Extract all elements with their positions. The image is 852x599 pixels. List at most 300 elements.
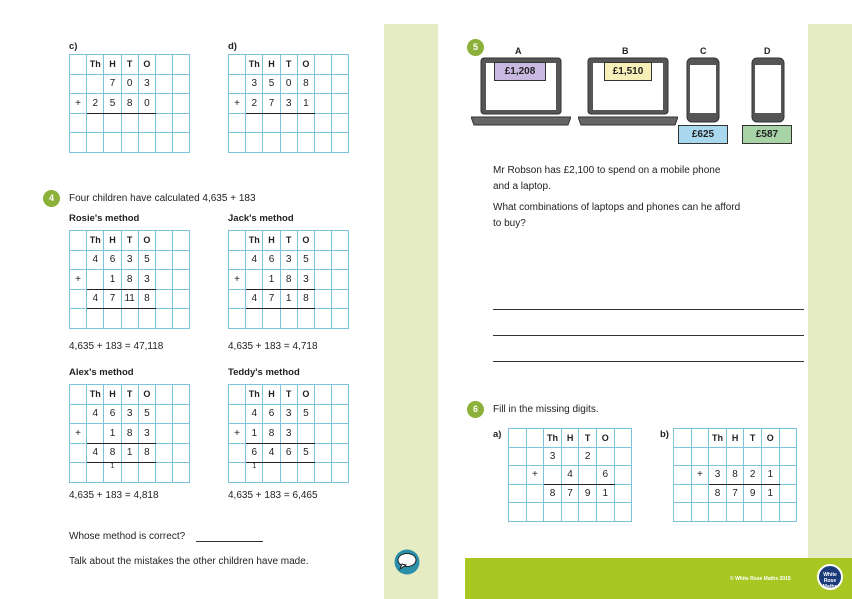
grid-cell: 4 (246, 250, 263, 270)
place-value-grid-rosie (69, 230, 190, 329)
grid-cell: 4 (87, 250, 104, 270)
grid-cell (229, 463, 246, 483)
alex-result: 4,635 + 183 = 4,818 (69, 490, 159, 501)
grid-row (70, 250, 190, 270)
grid-cell (173, 424, 190, 444)
grid-cell: 7 (263, 94, 280, 114)
grid-cell (263, 309, 280, 329)
phone-d-icon (751, 57, 785, 123)
grid-cell: 6 (104, 404, 121, 424)
grid-cell (121, 133, 138, 153)
grid-cell (229, 113, 246, 133)
grid-cell (314, 309, 331, 329)
grid-cell (779, 484, 797, 503)
grid-cell: 2 (87, 94, 104, 114)
grid-row (70, 231, 190, 251)
grid-cell (173, 94, 190, 114)
grid-row (70, 289, 190, 309)
grid-cell: 1 (246, 463, 263, 483)
grid-cell: 0 (280, 74, 297, 94)
question-4-text: Four children have calculated 4,635 + 183 (69, 193, 256, 204)
grid-cell (70, 385, 87, 405)
grid-cell: T (579, 429, 597, 448)
grid-cell: 5 (138, 250, 155, 270)
grid-cell (229, 74, 246, 94)
place-value-grid-teddy (228, 384, 349, 483)
grid-cell (173, 74, 190, 94)
grid-cell (87, 463, 104, 483)
grid-cell (691, 484, 709, 503)
grid-cell: 4 (561, 466, 579, 485)
left-margin-strip (384, 24, 438, 599)
grid-cell: Th (87, 231, 104, 251)
grid-cell (526, 447, 544, 466)
grid-cell[interactable] (744, 447, 762, 466)
grid-cell: 3 (280, 424, 297, 444)
grid-cell: 6 (280, 443, 297, 463)
grid-cell: 1 (280, 289, 297, 309)
grid-cell (173, 231, 190, 251)
grid-row (229, 74, 349, 94)
answer-line-3[interactable] (493, 361, 804, 362)
grid-cell[interactable] (726, 447, 744, 466)
grid-cell (579, 503, 597, 522)
whose-method-question: Whose method is correct? (69, 531, 186, 542)
grid-cell (87, 113, 104, 133)
grid-cell (155, 94, 172, 114)
grid-cell (155, 289, 172, 309)
grid-cell (229, 289, 246, 309)
grid-cell[interactable] (579, 466, 597, 485)
teddy-result: 4,635 + 183 = 6,465 (228, 490, 318, 501)
grid-cell (246, 113, 263, 133)
grid-row (70, 404, 190, 424)
grid-cell (280, 133, 297, 153)
grid-cell (297, 113, 314, 133)
grid-row (70, 463, 190, 483)
grid-cell (87, 133, 104, 153)
grid-cell (674, 466, 692, 485)
grid-cell (526, 503, 544, 522)
grid-cell (173, 289, 190, 309)
grid-cell: 5 (263, 74, 280, 94)
grid-cell (155, 250, 172, 270)
grid-cell (674, 503, 692, 522)
grid-cell: 8 (726, 466, 744, 485)
jack-result: 4,635 + 183 = 4,718 (228, 341, 318, 352)
grid-cell: 6 (263, 404, 280, 424)
grid-cell: T (280, 231, 297, 251)
grid-cell[interactable] (561, 447, 579, 466)
grid-cell: O (761, 429, 779, 448)
grid-cell: T (121, 231, 138, 251)
grid-cell (314, 424, 331, 444)
teddy-method-label: Teddy's method (228, 367, 300, 378)
grid-cell (121, 309, 138, 329)
grid-cell (297, 463, 314, 483)
grid-cell: 1 (104, 463, 121, 483)
grid-cell: 0 (138, 94, 155, 114)
question-number-6: 6 (467, 401, 484, 418)
grid-cell (70, 289, 87, 309)
grid-cell (138, 463, 155, 483)
grid-cell: + (70, 270, 87, 290)
answer-line-1[interactable] (493, 309, 804, 310)
grid-cell: 3 (121, 404, 138, 424)
grid-cell (509, 447, 527, 466)
speech-bubble-icon (394, 549, 420, 575)
grid-cell: 1 (596, 484, 614, 503)
missing-digits-grid-b (673, 428, 797, 522)
answer-line-2[interactable] (493, 335, 804, 336)
device-d-price: £587 (742, 125, 792, 144)
grid-cell (155, 443, 172, 463)
grid-cell: 8 (263, 424, 280, 444)
grid-cell (155, 113, 172, 133)
grid-cell: 6 (104, 250, 121, 270)
grid-cell: 5 (297, 250, 314, 270)
device-b-letter: B (622, 46, 629, 56)
alex-method-label: Alex's method (69, 367, 134, 378)
grid-cell (314, 404, 331, 424)
grid-cell (761, 503, 779, 522)
grid-row (229, 250, 349, 270)
grid-cell (263, 113, 280, 133)
grid-cell (280, 113, 297, 133)
device-a-letter: A (515, 46, 522, 56)
grid-cell (332, 55, 349, 75)
grid-cell: O (138, 385, 155, 405)
grid-cell (314, 113, 331, 133)
grid-cell (155, 385, 172, 405)
grid-cell (104, 113, 121, 133)
footer-bar (465, 558, 852, 599)
question-5-line1: Mr Robson has £2,100 to spend on a mobile phone (493, 165, 721, 176)
answer-line-whose[interactable] (196, 541, 263, 542)
grid-cell (155, 404, 172, 424)
grid-cell (526, 429, 544, 448)
grid-cell (314, 443, 331, 463)
grid-row (674, 429, 797, 448)
grid-cell: + (229, 424, 246, 444)
grid-cell[interactable] (596, 447, 614, 466)
grid-cell (104, 133, 121, 153)
white-rose-maths-logo: White Rose Maths (817, 564, 843, 590)
grid-row (674, 466, 797, 485)
grid-cell (314, 94, 331, 114)
grid-cell: 4 (87, 404, 104, 424)
grid-row (229, 113, 349, 133)
grid-cell (709, 503, 727, 522)
grid-cell (332, 133, 349, 153)
grid-cell: O (297, 55, 314, 75)
question-6-text: Fill in the missing digits. (493, 404, 599, 415)
grid-cell: 8 (709, 484, 727, 503)
grid-cell (121, 113, 138, 133)
grid-cell: 6 (246, 443, 263, 463)
grid-cell: 3 (280, 404, 297, 424)
grid-cell (173, 250, 190, 270)
part-d-label: d) (228, 41, 237, 52)
grid-cell: 5 (297, 443, 314, 463)
grid-cell: 8 (138, 289, 155, 309)
grid-cell: 5 (138, 404, 155, 424)
missing-digits-grid-a (508, 428, 632, 522)
grid-row (229, 55, 349, 75)
device-d-letter: D (764, 46, 771, 56)
grid-cell (726, 503, 744, 522)
grid-cell (263, 133, 280, 153)
grid-cell (509, 429, 527, 448)
grid-cell (332, 113, 349, 133)
grid-cell (70, 74, 87, 94)
question-5-line3: What combinations of laptops and phones can he afford (493, 202, 741, 213)
grid-cell: 7 (561, 484, 579, 503)
grid-cell: H (104, 385, 121, 405)
grid-cell (173, 463, 190, 483)
grid-cell: 4 (246, 404, 263, 424)
grid-row (70, 94, 190, 114)
grid-row (229, 270, 349, 290)
grid-cell: T (121, 55, 138, 75)
device-a-price: £1,208 (494, 62, 546, 81)
grid-cell: 7 (726, 484, 744, 503)
place-value-grid-jack (228, 230, 349, 329)
grid-row (229, 443, 349, 463)
grid-cell (70, 443, 87, 463)
grid-cell (614, 447, 632, 466)
grid-cell (614, 429, 632, 448)
question-number-4: 4 (43, 190, 60, 207)
grid-cell (173, 385, 190, 405)
grid-cell: 4 (87, 443, 104, 463)
grid-cell: 8 (121, 270, 138, 290)
question-number-5: 5 (467, 39, 484, 56)
grid-cell: 8 (297, 74, 314, 94)
phone-c-icon (686, 57, 720, 123)
grid-cell: 5 (104, 94, 121, 114)
grid-cell (138, 133, 155, 153)
grid-cell: 1 (263, 270, 280, 290)
grid-cell (674, 484, 692, 503)
grid-cell: Th (246, 385, 263, 405)
grid-cell: Th (709, 429, 727, 448)
grid-cell (332, 404, 349, 424)
grid-cell: + (229, 270, 246, 290)
grid-cell: Th (246, 55, 263, 75)
grid-row (70, 443, 190, 463)
grid-cell (173, 55, 190, 75)
grid-cell: + (70, 424, 87, 444)
grid-row (70, 74, 190, 94)
grid-cell (70, 250, 87, 270)
grid-cell (173, 270, 190, 290)
grid-cell (332, 250, 349, 270)
grid-cell (104, 309, 121, 329)
grid-cell (297, 309, 314, 329)
grid-cell (314, 385, 331, 405)
grid-cell (509, 484, 527, 503)
grid-cell: 4 (263, 443, 280, 463)
grid-row (70, 113, 190, 133)
grid-cell: T (744, 429, 762, 448)
grid-cell (138, 113, 155, 133)
grid-cell: 1 (104, 424, 121, 444)
grid-row (229, 424, 349, 444)
grid-cell (87, 424, 104, 444)
grid-cell (155, 463, 172, 483)
grid-cell (779, 447, 797, 466)
grid-cell (70, 309, 87, 329)
grid-cell: 3 (709, 466, 727, 485)
grid-cell (596, 503, 614, 522)
grid-cell: T (280, 55, 297, 75)
grid-cell (173, 113, 190, 133)
grid-cell: 9 (744, 484, 762, 503)
grid-cell (744, 503, 762, 522)
grid-cell: 7 (104, 289, 121, 309)
grid-cell (70, 463, 87, 483)
grid-cell: Th (87, 55, 104, 75)
grid-cell (614, 503, 632, 522)
grid-cell: 8 (121, 424, 138, 444)
copyright-text: © White Rose Maths 2019 (730, 576, 791, 582)
jack-method-label: Jack's method (228, 213, 294, 224)
grid-row (70, 385, 190, 405)
grid-cell (509, 466, 527, 485)
grid-cell (173, 309, 190, 329)
grid-cell: + (526, 466, 544, 485)
grid-cell (229, 231, 246, 251)
grid-cell: O (297, 231, 314, 251)
grid-cell: 2 (744, 466, 762, 485)
grid-cell: H (263, 231, 280, 251)
grid-row (509, 484, 632, 503)
grid-cell[interactable] (709, 447, 727, 466)
grid-cell (138, 309, 155, 329)
grid-row (509, 466, 632, 485)
grid-row (674, 447, 797, 466)
grid-row (509, 447, 632, 466)
grid-cell (332, 463, 349, 483)
grid-row (229, 385, 349, 405)
grid-cell (779, 503, 797, 522)
grid-row (674, 503, 797, 522)
grid-cell (70, 133, 87, 153)
grid-cell (314, 289, 331, 309)
grid-cell (314, 270, 331, 290)
grid-cell (314, 74, 331, 94)
grid-cell: 5 (297, 404, 314, 424)
grid-cell (70, 55, 87, 75)
grid-cell (332, 231, 349, 251)
grid-cell[interactable] (544, 466, 562, 485)
grid-row (509, 429, 632, 448)
grid-cell (246, 133, 263, 153)
grid-cell: Th (246, 231, 263, 251)
grid-cell (674, 447, 692, 466)
grid-cell[interactable] (761, 447, 779, 466)
grid-row (509, 503, 632, 522)
grid-cell: + (70, 94, 87, 114)
grid-cell: 3 (280, 250, 297, 270)
grid-cell (87, 74, 104, 94)
grid-cell (614, 484, 632, 503)
grid-cell: O (596, 429, 614, 448)
grid-cell (314, 55, 331, 75)
grid-cell: 3 (138, 74, 155, 94)
grid-cell (280, 463, 297, 483)
grid-cell (173, 404, 190, 424)
grid-cell (173, 133, 190, 153)
grid-cell (155, 270, 172, 290)
grid-cell: 1 (761, 466, 779, 485)
grid-cell (332, 443, 349, 463)
grid-cell: 3 (246, 74, 263, 94)
grid-cell (332, 270, 349, 290)
grid-cell: 1 (246, 424, 263, 444)
grid-cell (332, 74, 349, 94)
device-c-letter: C (700, 46, 707, 56)
grid-cell: O (138, 231, 155, 251)
grid-cell (314, 133, 331, 153)
grid-cell (526, 484, 544, 503)
grid-cell: 8 (297, 289, 314, 309)
grid-cell (229, 443, 246, 463)
grid-cell (509, 503, 527, 522)
part-b-label: b) (660, 429, 669, 440)
grid-cell (314, 231, 331, 251)
grid-cell (229, 133, 246, 153)
grid-cell (691, 429, 709, 448)
talk-about-mistakes: Talk about the mistakes the other children have made. (69, 556, 309, 567)
grid-row (229, 231, 349, 251)
grid-cell: 3 (280, 94, 297, 114)
grid-cell: 8 (544, 484, 562, 503)
grid-cell (246, 270, 263, 290)
grid-row (70, 424, 190, 444)
grid-cell (121, 463, 138, 483)
grid-cell (263, 463, 280, 483)
place-value-grid-d (228, 54, 349, 153)
grid-cell: 1 (297, 94, 314, 114)
grid-cell (155, 424, 172, 444)
grid-cell: O (297, 385, 314, 405)
grid-cell (246, 309, 263, 329)
grid-cell (155, 133, 172, 153)
grid-cell: 3 (297, 270, 314, 290)
grid-cell (314, 463, 331, 483)
right-margin-strip (808, 24, 852, 599)
grid-cell: H (104, 231, 121, 251)
grid-cell (614, 466, 632, 485)
grid-cell: 8 (138, 443, 155, 463)
grid-row (70, 55, 190, 75)
part-a-label: a) (493, 429, 502, 440)
grid-cell (691, 447, 709, 466)
grid-cell: 1 (761, 484, 779, 503)
rosie-method-label: Rosie's method (69, 213, 140, 224)
grid-cell (297, 133, 314, 153)
place-value-grid-c (69, 54, 190, 153)
grid-cell: 3 (544, 447, 562, 466)
grid-row (229, 94, 349, 114)
question-5-line2: and a laptop. (493, 181, 551, 192)
grid-cell: Th (544, 429, 562, 448)
grid-cell: 4 (246, 289, 263, 309)
grid-cell: H (263, 55, 280, 75)
grid-cell: 6 (263, 250, 280, 270)
